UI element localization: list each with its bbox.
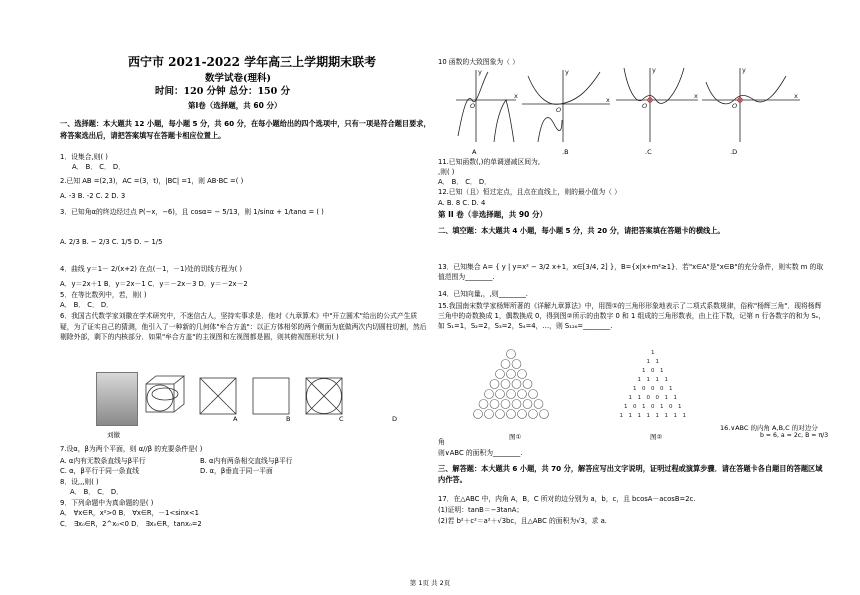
triangle-node	[479, 400, 488, 409]
question-4: 4．曲线 y＝1－ 2/(x+2) 在点(－1，－1)处的切线方程为( )	[60, 265, 243, 273]
question-8-options: A． B． C． D．	[70, 488, 123, 496]
question-17: 17．在△ABC 中，内角 A，B，C 所对的边分别为 a，b，c，且 bcosA－acosB=2c.	[438, 495, 696, 503]
triangle-node	[490, 400, 499, 409]
q9-options-cd: C． ∃x₀∈R，2^x₀<0 D． ∃x₀∈R，tanx₀=2	[60, 520, 202, 528]
q6-figures	[142, 372, 362, 430]
question-14: 14．已知向量,，,则________.	[438, 290, 528, 298]
exam-subject: 数学试卷(理科)	[205, 73, 271, 84]
figure-label-a: A	[233, 415, 238, 423]
q10-label-d: .D	[730, 148, 738, 156]
q10-label-b: .B	[562, 148, 569, 156]
triangle-digit: 0	[660, 386, 664, 392]
svg-text:x: x	[514, 92, 518, 100]
svg-text:x: x	[794, 92, 798, 100]
question-2-options: A. -3 B. -2 C. 2 D. 3	[60, 192, 126, 200]
triangle-digit: 0	[651, 368, 655, 374]
question-16-part1: 16.∨ABC 的内角 A,B,C 的对边分	[720, 424, 818, 432]
question-11-options: A． B． C． D．	[438, 178, 491, 186]
triangle-digit: 1	[660, 368, 664, 374]
triangle-node	[529, 390, 538, 399]
question-2: 2.已知 AB =(2,3)，AC =(3，t)，|BC| =1，则 AB·BC =( )	[60, 177, 244, 185]
svg-text:O: O	[556, 106, 562, 114]
triangle-node	[512, 360, 521, 369]
triangle-node	[518, 390, 527, 399]
triangle-digit: 1	[682, 413, 686, 419]
q10-label-a: A	[472, 148, 477, 156]
question-1-options: A． B． C． D．	[72, 163, 125, 171]
yanghui-triangles	[466, 346, 686, 424]
triangle-digit: 1	[633, 386, 637, 392]
question-13: 13．已知集合 A= { y | y=x² − 3/2 x+1，x∈[3/4, 2] }，B={x|x+m²≥1}．若"x∈A"是"x∈B"的充分条件，则实数 m 的取值范围为________.	[438, 263, 824, 281]
figure-1-caption: 图①	[509, 433, 522, 441]
triangle-digit: 1	[655, 413, 659, 419]
question-10: 10 函数的大致图象为（ ）	[438, 58, 519, 66]
triangle-digit: 0	[651, 404, 655, 410]
triangle-digit: 0	[669, 404, 673, 410]
triangle-digit: 1	[628, 413, 632, 419]
question-12: 12.已知（且）恒过定点，且点在直线上，则的最小值为（ ）	[438, 188, 621, 196]
question-8: 8．设,,,则( )	[60, 478, 99, 486]
triangle-node	[534, 400, 543, 409]
fill-intro: 二、填空题：本大题共 4 小题，每小题 5 分，共 20 分，请把答案填在答题卡的横线上。	[438, 226, 725, 235]
question-5-options: A． B． C． D．	[60, 301, 113, 309]
triangle-digit: 1	[669, 386, 673, 392]
triangle-node	[496, 390, 505, 399]
svg-text:O: O	[732, 102, 738, 110]
question-11-cont: ,则( )	[438, 168, 455, 176]
q7-option-c: C. α，β平行于同一条直线	[60, 467, 140, 475]
question-16-part2: 角	[438, 438, 445, 446]
triangle-node	[529, 410, 538, 419]
question-5: 5．在等比数列中，若，则( )	[60, 291, 147, 299]
triangle-node	[523, 400, 532, 409]
figure-label-b: B	[286, 415, 291, 423]
question-17-part1: (1)证明：tanB＝−3tanA；	[438, 506, 524, 514]
triangle-digit: 1	[664, 377, 668, 383]
triangle-digit: 1	[651, 350, 655, 356]
question-6: 6．我国古代数学家刘徽在学术研究中，不迷信古人，坚持实事求是．他对《九章算术》中"开立圆术"给出的公式产生质疑，为了证实自己的猜测，他引入了一种新的几何体"牟合方盖"：以正方体相邻的两个侧面为底做两次内切圆柱切割，然后剔除外部，剩下的内核部分．如果"牟合方盖"的主视图和左视图都是圆，则其俯视图形状为( )	[60, 312, 427, 341]
svg-text:y: y	[565, 68, 569, 76]
question-4-options: A．y＝2x＋1 B．y＝2x－1 C．y＝－2x－3 D．y＝－2x－2	[60, 280, 248, 288]
exam-title: 西宁市 2021-2022 学年高三上学期期末联考	[128, 55, 377, 69]
triangle-node	[485, 410, 494, 419]
q7-option-d: D. α，β垂直于同一平面	[200, 467, 273, 475]
triangle-digit: 1	[673, 413, 677, 419]
triangle-node	[496, 370, 505, 379]
figure-2-caption: 图②	[650, 433, 663, 441]
question-17-part2: (2)若 b²＋c²＝a²＋√3bc，且△ABC 的面积为√3，求 a.	[438, 517, 607, 525]
figure-label-c: C	[339, 415, 344, 423]
question-7: 7.设α，β为两个平面，则 α//β 的充要条件是( )	[60, 445, 203, 453]
svg-text:y: y	[742, 66, 746, 74]
triangle-node	[501, 360, 510, 369]
svg-text:y: y	[652, 66, 656, 74]
triangle-digit: 1	[646, 413, 650, 419]
triangle-node	[507, 410, 516, 419]
svg-text:y: y	[478, 68, 482, 76]
part1-heading: 第Ⅰ卷（选择题，共 60 分）	[188, 101, 282, 110]
triangle-digit: 1	[637, 395, 641, 401]
question-1: 1．设集合,则( )	[60, 153, 108, 161]
triangle-digit: 1	[660, 404, 664, 410]
solve-intro: 三、解答题：本大题共 6 小题，共 70 分，解答应写出文字说明，证明过程或演算步骤．请在答题卡各自题目的答题区域内作答。	[438, 464, 823, 484]
triangle-node	[518, 410, 527, 419]
page-footer: 第 1页 共 2页	[409, 579, 451, 587]
triangle-node	[507, 350, 516, 359]
triangle-node	[485, 390, 494, 399]
triangle-node	[512, 400, 521, 409]
triangle-digit: 1	[646, 359, 650, 365]
triangle-digit: 1	[646, 377, 650, 383]
q10-graphs	[438, 64, 828, 146]
triangle-node	[540, 410, 549, 419]
question-11: 11.已知函数(,)的单调递减区间为,	[438, 158, 540, 166]
triangle-node	[507, 390, 516, 399]
triangle-digit: 0	[646, 395, 650, 401]
triangle-digit: 1	[642, 368, 646, 374]
triangle-digit: 1	[655, 359, 659, 365]
part2-heading: 第 II 卷（非选择题，共 90 分）	[438, 210, 547, 219]
triangle-digit: 1	[642, 404, 646, 410]
svg-text:O: O	[642, 102, 648, 110]
svg-text:O: O	[470, 102, 476, 110]
triangle-node	[501, 380, 510, 389]
portrait-caption: 刘徽	[107, 431, 120, 439]
triangle-node	[501, 400, 510, 409]
question-16-part3: 则∨ABC 的面积为________.	[438, 449, 523, 457]
triangle-digit: 0	[642, 386, 646, 392]
q9-options-ab: A． ∀x∈R，x²>0 B． ∀x∈R，－1<sinx<1	[60, 509, 199, 517]
triangle-digit: 1	[624, 404, 628, 410]
figure-label-d: D	[392, 415, 398, 423]
triangle-digit: 1	[655, 377, 659, 383]
question-3-options: A. 2/3 B. − 2/3 C. 1/5 D. − 1/5	[60, 238, 163, 246]
triangle-digit: 1	[664, 395, 668, 401]
exam-time-score: 时间：120 分钟 总分：150 分	[155, 86, 291, 97]
triangle-digit: 0	[633, 404, 637, 410]
triangle-node	[496, 410, 505, 419]
triangle-digit: 0	[655, 395, 659, 401]
triangle-node	[523, 380, 532, 389]
question-12-options: A. B. 8 C. D. 4	[438, 199, 486, 207]
q7-option-b: B. α内有两条相交直线与β平行	[200, 457, 293, 465]
q10-label-c: .C	[645, 148, 652, 156]
svg-text:x: x	[606, 96, 610, 104]
triangle-node	[507, 370, 516, 379]
triangle-digit: 1	[628, 395, 632, 401]
triangle-node	[512, 380, 521, 389]
section1-intro: 一、选择题：本大题共 12 小题，每小题 5 分，共 60 分，在每小题给出的四个选项中，只有一项是符合题目要求，将答案选出后，请把答案填写在答题卡相应位置上。	[60, 119, 431, 140]
triangle-node	[474, 410, 483, 419]
liu-hui-portrait	[96, 372, 138, 426]
triangle-digit: 1	[637, 413, 641, 419]
triangle-digit: 1	[664, 413, 668, 419]
triangle-digit: 1	[673, 395, 677, 401]
triangle-digit: 1	[637, 377, 641, 383]
triangle-digit: 0	[651, 386, 655, 392]
triangle-node	[518, 370, 527, 379]
triangle-digit: 1	[619, 413, 623, 419]
question-3: 3．已知角α的终边经过点 P(−x，−6)，且 cosα= − 5/13，则 1/sinα + 1/tanα = ( )	[60, 208, 324, 216]
triangle-digit: 1	[678, 404, 682, 410]
question-16-given: b = 6, a = 2c, B = π/3	[760, 432, 829, 439]
triangle-node	[490, 380, 499, 389]
q7-option-a: A. α内有无数条直线与β平行	[60, 457, 146, 465]
question-9: 9．下列命题中为真命题的是( )	[60, 499, 154, 507]
question-15: 15.我国南宋数学家杨辉所著的《详解九章算法》中，用图①的三角形形象地表示了二项式系数规律，俗称"杨辉三角"．现将杨辉三角中的奇数换成 1，偶数换成 0，得到图②所示的由数字 0 和 1 组成的三角形数表，由上往下数，记第 n 行各数字的和为 Sₙ，如 S₁=1，S₂=2，S₃=2，S₄=4，…，则 S₁₂₆=________.	[438, 302, 826, 330]
svg-text:x: x	[694, 92, 698, 100]
